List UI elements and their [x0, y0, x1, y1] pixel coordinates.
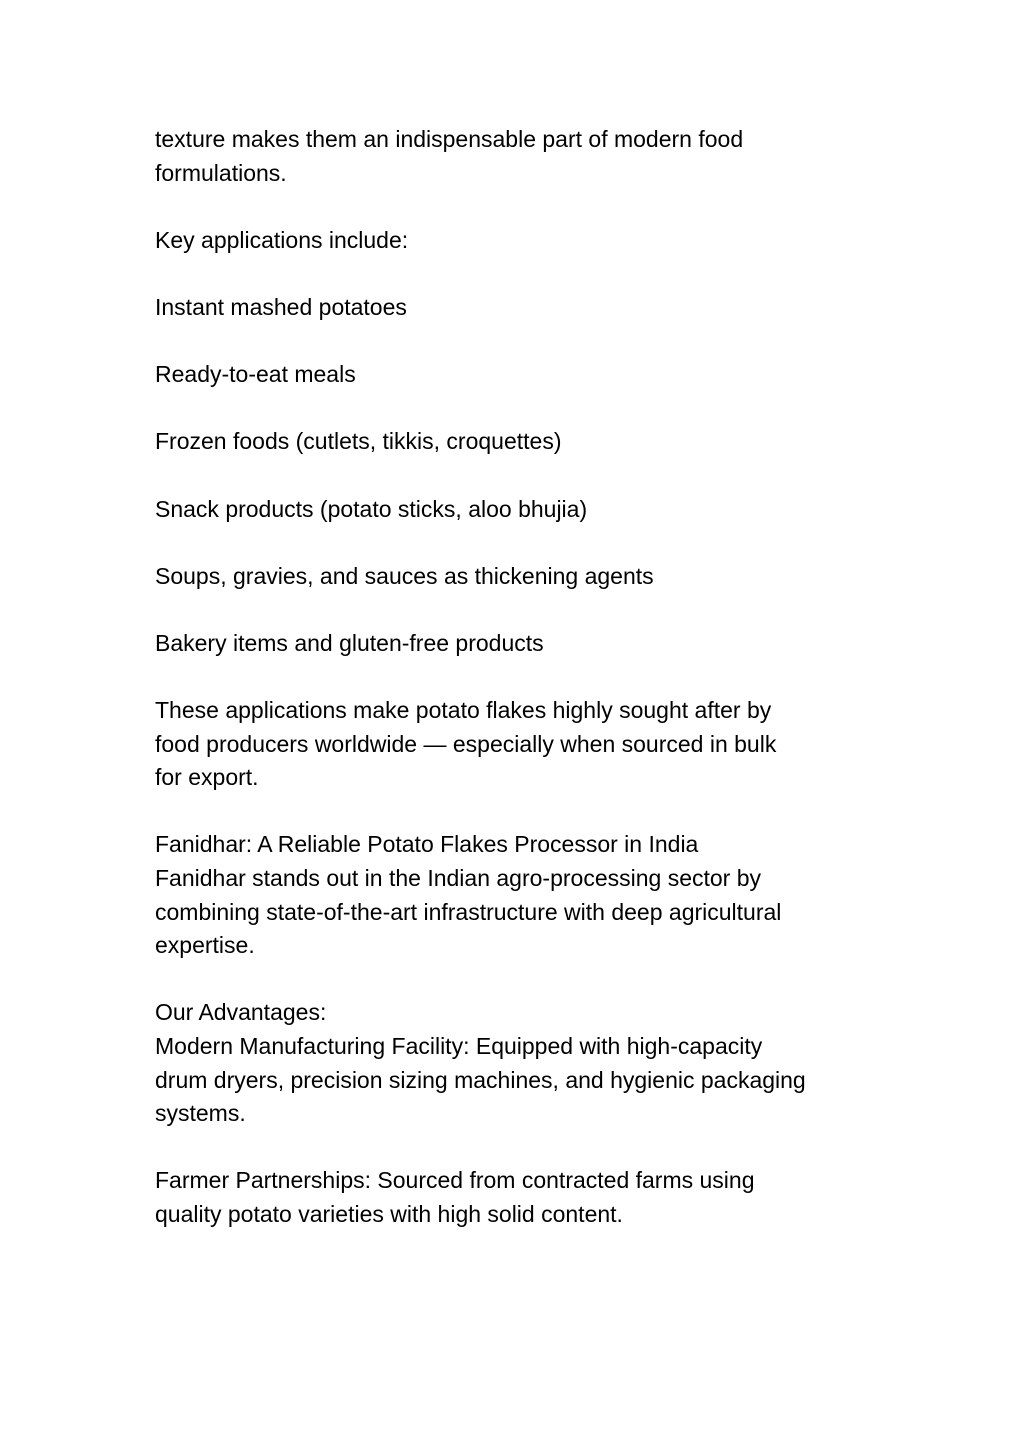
application-item — [155, 358, 885, 392]
paragraph-applications-summary — [155, 694, 885, 795]
section-heading: Our Advantages: — [155, 999, 327, 1026]
text-line: These applications make potato flakes highly sought after by — [155, 697, 772, 724]
text-line: quality potato varieties with high solid content. — [155, 1201, 623, 1227]
paragraph-intro-continuation — [155, 123, 885, 190]
application-item — [155, 560, 885, 594]
text-line: Soups, gravies, and sauces as thickening agents — [155, 562, 654, 589]
paragraph-farmer-partnerships — [155, 1164, 885, 1231]
text-line: drum dryers, precision sizing machines, and hygienic packaging — [155, 1066, 806, 1093]
application-item — [155, 627, 885, 661]
text-line: Instant mashed potatoes — [155, 293, 407, 320]
text-line: combining state-of-the-art infrastructure with deep agricultural — [155, 898, 782, 925]
text-line: Fanidhar stands out in the Indian agro-processing sector by — [155, 865, 762, 892]
text-line: expertise. — [155, 932, 255, 959]
text-line: Farmer Partnerships: Sourced from contracted farms using — [155, 1167, 755, 1194]
application-item — [155, 493, 885, 527]
text-line: Snack products (potato sticks, aloo bhujia) — [155, 495, 588, 522]
text-line: systems. — [155, 1100, 246, 1127]
paragraph-fanidhar-intro — [155, 828, 885, 962]
application-item — [155, 291, 885, 325]
text-line: texture makes them an indispensable part of modern food — [155, 126, 744, 152]
text-line: Key applications include: — [155, 226, 409, 253]
text-line: food producers worldwide — especially when sourced in bulk — [155, 730, 777, 757]
application-item — [155, 425, 885, 459]
section-heading: Fanidhar: A Reliable Potato Flakes Processor in India — [155, 831, 699, 858]
document-page — [155, 123, 885, 1265]
paragraph-advantages — [155, 996, 885, 1130]
paragraph-key-applications-heading — [155, 224, 885, 258]
text-line: Ready-to-eat meals — [155, 361, 356, 388]
text-line: Modern Manufacturing Facility: Equipped with high-capacity — [155, 1033, 763, 1060]
text-line: formulations. — [155, 159, 287, 186]
text-line: for export. — [155, 764, 259, 791]
text-line: Frozen foods (cutlets, tikkis, croquettes) — [155, 428, 562, 455]
text-line: Bakery items and gluten-free products — [155, 629, 544, 656]
